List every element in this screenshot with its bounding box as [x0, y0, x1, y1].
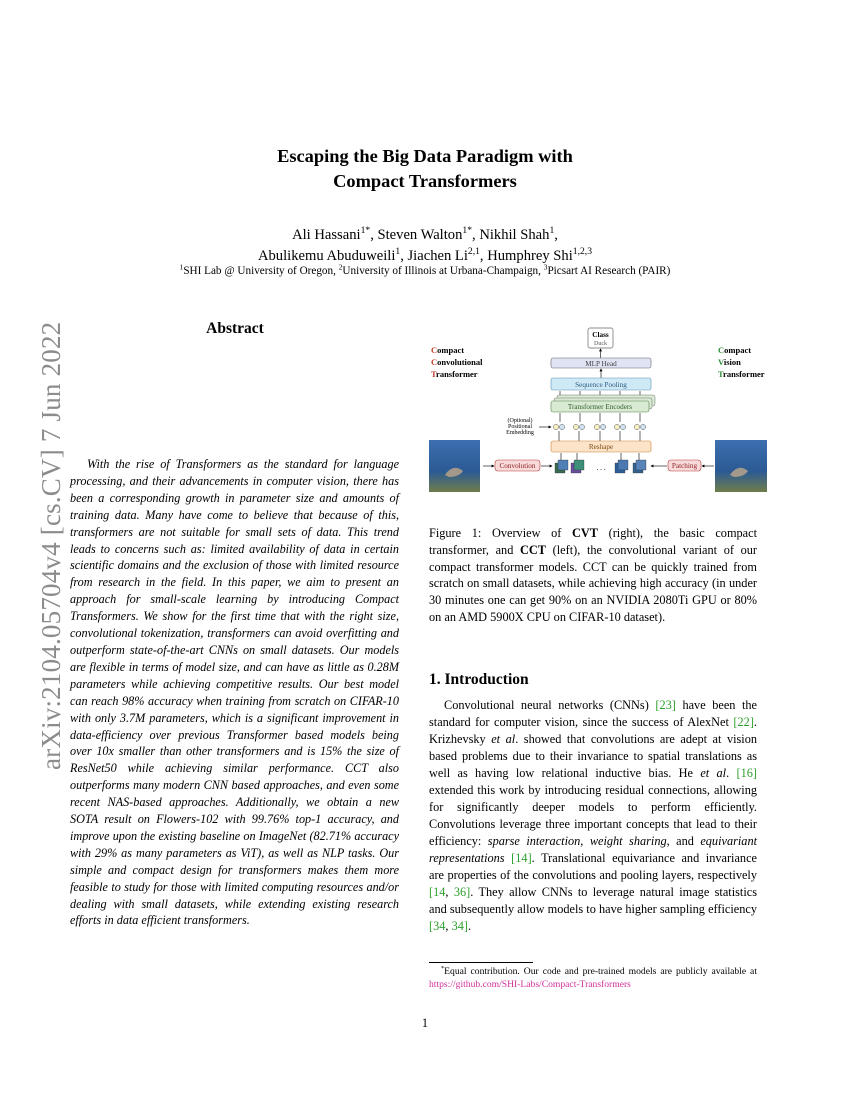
author-name: Jiachen Li: [407, 248, 468, 264]
figure-1-diagram: [425, 325, 775, 495]
intro-text: Convolutional neural networks (CNNs): [444, 698, 656, 712]
arxiv-side-identifier: arXiv:2104.05704v4 [cs.CV] 7 Jun 2022: [36, 321, 66, 770]
footnote-rule: [429, 962, 533, 963]
author-line-1: Ali Hassani$^{1*}$, Steven Walton$^{1*}$, Nikhil Shah$^1$,: [292, 225, 558, 243]
author-name: Ali Hassani: [292, 227, 361, 243]
author-sup: 1: [395, 246, 401, 258]
pos-embed-line-3: Embedding: [506, 430, 534, 436]
cct-label-conv: Convolutional: [431, 357, 483, 367]
affil-sup: 3: [543, 262, 548, 272]
intro-text: ,: [580, 834, 590, 848]
author-name: Nikhil Shah: [479, 227, 550, 243]
sequence-pooling-label: Sequence Pooling: [575, 381, 627, 389]
figure-1-caption: [429, 525, 757, 626]
abstract-heading: Abstract: [206, 320, 264, 337]
embedding-nodes: [553, 424, 645, 429]
author-sup: 1*: [462, 225, 473, 237]
title-line-2: Compact Transformers: [333, 171, 517, 191]
citation-link[interactable]: [14: [429, 885, 446, 899]
reshape-arrows: [561, 453, 639, 461]
author-list: [0, 225, 850, 267]
mlp-head-label: MLP Head: [585, 360, 617, 368]
footnote-mark: *: [441, 964, 445, 972]
intro-italic: sparse interaction: [487, 834, 581, 848]
affiliations: [0, 262, 850, 277]
citation-link[interactable]: [23]: [655, 698, 676, 712]
paper-title: [0, 144, 850, 194]
affil-text: Picsart AI Research (PAIR): [547, 265, 671, 277]
pos-embed-line-1: (Optional): [507, 418, 533, 424]
transformer-encoders-label: Transformer Encoders: [567, 403, 633, 411]
introduction-heading: 1. Introduction: [429, 671, 529, 688]
intro-text: ,: [445, 885, 454, 899]
caption-cct: CCT: [520, 542, 546, 557]
intro-text: , and: [666, 834, 701, 848]
footnote-text: Equal contribution. Our code and pre-trained models are publicly available at: [444, 966, 757, 977]
affil-sup: 2: [338, 262, 343, 272]
encoder-arrows: [560, 413, 640, 422]
cct-label-transformer: Transformer: [431, 369, 478, 379]
title-line-1: Escaping the Big Data Paradigm with: [277, 146, 573, 166]
citation-link[interactable]: 36]: [453, 885, 471, 899]
intro-text: extended this work by introducing residual connections, allowing for significantly deeper models to perform efficiently. Convolutions leverage three important concepts that lead to their efficiency:: [429, 783, 757, 848]
cct-label: [431, 345, 483, 379]
footnote: [429, 965, 757, 991]
author-name: Steven Walton: [377, 227, 463, 243]
intro-text: ,: [445, 919, 452, 933]
cvt-label-compact: Compact: [718, 345, 752, 355]
convolution-label: Convolution: [499, 462, 536, 470]
author-line-2: Abulikemu Abuduweili$^1$, Jiachen Li$^{2,1}$, Humphrey Shi$^{1,2,3}$: [257, 246, 593, 264]
patch-ellipsis: . . .: [596, 464, 606, 472]
citation-link[interactable]: 34]: [451, 919, 468, 933]
patching-label: Patching: [671, 462, 698, 470]
reshape-label: Reshape: [588, 443, 614, 451]
introduction-body: [429, 697, 757, 935]
intro-etal: et al: [491, 732, 516, 746]
intro-text: .: [726, 766, 737, 780]
affil-text: University of Illinois at Urbana-Champaign,: [342, 265, 544, 277]
caption-mid: (right), the basic compact transformer, and: [429, 526, 757, 557]
caption-rest: (left), the convolutional variant of our compact transformer models. CCT can be quickly trained from scratch on small datasets, while achieving high accuracy (in under 30 minutes one can get 90% on an NVIDIA 2080Ti GPU or 80% on an AMD 5900X CPU on CIFAR-10 dataset).: [429, 542, 757, 624]
intro-italic: equivariant representations: [429, 834, 758, 865]
embed-arrows: [559, 431, 640, 441]
intro-text: . Krizhevsky: [429, 715, 757, 746]
affil-sup: 1: [179, 262, 184, 272]
citation-link[interactable]: [22]: [733, 715, 754, 729]
affil-text: SHI Lab @ University of Oregon,: [183, 265, 339, 277]
intro-etal: et al: [700, 766, 727, 780]
author-name: Humphrey Shi: [487, 248, 573, 264]
cvt-label: [718, 345, 765, 379]
citation-link[interactable]: [16]: [736, 766, 757, 780]
intro-text: . They allow CNNs to leverage natural image statistics and subsequently allow models to have higher sampling efficiency: [429, 885, 757, 916]
author-name: Abulikemu Abuduweili: [257, 248, 396, 264]
cvt-label-transformer: Transformer: [718, 369, 765, 379]
author-sup: 2,1: [467, 246, 480, 258]
abstract-body: With the rise of Transformers as the standard for language processing, and their advancements in computer vision, there has been a corresponding growth in parameter size and amounts of training data. Many have come to believe that because of this, transformers are not suitable for small sets of data. This trend leads to concerns such as: limited availability of data in certain scientific domains and the exclusion of those with limited resource from research in the field. In this paper, we aim to present an approach for small-scale learning by introducing Compact Transformers. We show for the first time that with the right size, convolutional tokenization, transformers can avoid overfitting and outperform state-of-the-art CNNs on small datasets. Our models are flexible in terms of model size, and can have as little as 0.28M parameters while achieving competitive results. Our best model can reach 98% accuracy when training from scratch on CIFAR-10 with only 3.7M parameters, which is a significant improvement in data-efficiency over previous Transformer based models being over 10x smaller than other transformers and is 15% the size of ResNet50 while achieving similar performance. CCT also outperforms many modern CNN based approaches, and even some recent NAS-based approaches. Additionally, we obtain a new SOTA result on Flowers-102 with 99.76% top-1 accuracy, and improve upon the existing baseline on ImageNet (82.71% accuracy with 29% as many parameters as ViT), as well as NLP tasks. Our simple and compact design for transformers makes them more feasible to study for those with limited computing resources and/or dealing with small datasets, while extending existing research efforts in data efficient transformers.: [70, 457, 399, 928]
class-box-sub: Duck: [594, 341, 607, 347]
citation-link[interactable]: [14]: [511, 851, 532, 865]
intro-text: .: [467, 919, 472, 933]
author-sup: 1*: [360, 225, 371, 237]
page-number: 1: [421, 1016, 429, 1030]
caption-lead: Figure 1: Overview of: [429, 526, 572, 540]
pos-embed-line-2: Positional: [507, 424, 533, 430]
author-sup: 1,2,3: [572, 246, 593, 258]
intro-italic: weight sharing: [589, 834, 667, 848]
code-repo-link[interactable]: https://github.com/SHI-Labs/Compact-Transformers: [429, 979, 631, 990]
class-box-label: Class: [592, 331, 609, 339]
cct-label-compact: Compact: [431, 345, 465, 355]
caption-cvt: CVT: [572, 526, 598, 540]
citation-link[interactable]: [34: [429, 919, 446, 933]
input-image-right: [715, 440, 767, 492]
cvt-label-vision: Vision: [718, 357, 741, 367]
input-image-left: [429, 440, 480, 492]
intro-text: have been the standard for computer vision, since the success of AlexNet: [429, 698, 758, 729]
intro-text: . showed that convolutions are adept at vision based problems due to their invariance to spatial translations as well as having low relational inductive bias. He: [429, 732, 758, 780]
author-sup: 1: [549, 225, 555, 237]
intro-text: . Translational equivariance and invariance are properties of the convolutions and pooling layers, respectively: [429, 851, 757, 882]
